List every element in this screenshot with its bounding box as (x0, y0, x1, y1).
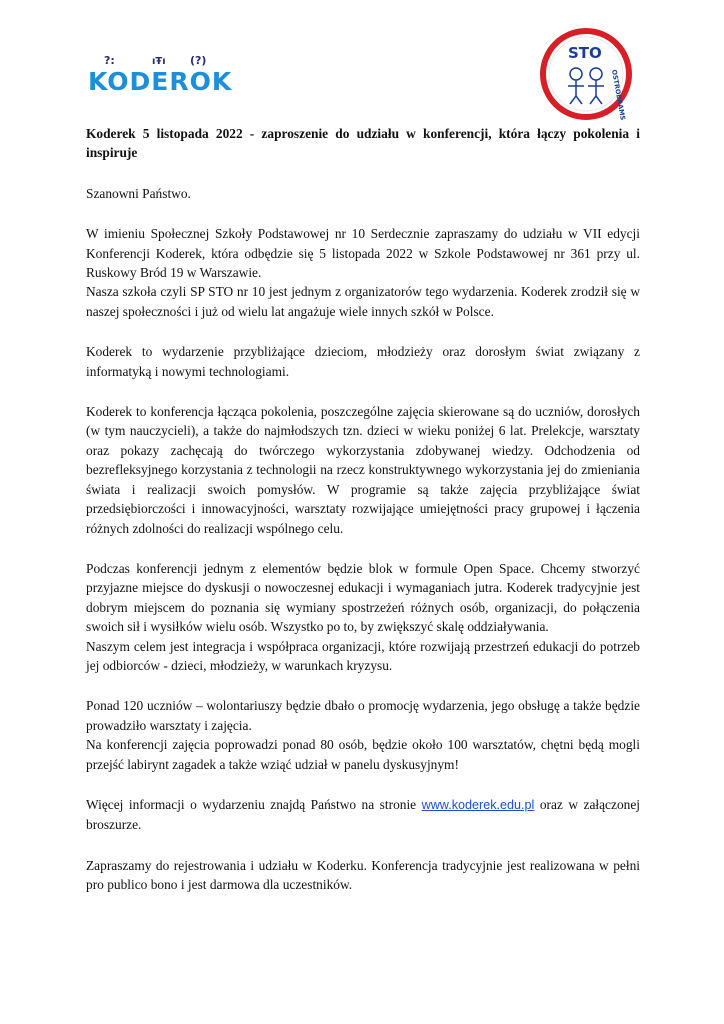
sto-ostrobramska-logo (540, 28, 632, 120)
paragraph-open-space: Podczas konferencji jednym z elementów będzie blok w formule Open Space. Chcemy stworzyć przyjazne miejsce do dyskusji o nowoczesnej edukacji i wymaganiach jutra. Koderek tradycyjnie jest dobrym miejscem do poznania się wymiany spostrzeżeń różnych osób, organizacji, do połączenia swoich sił i wysiłków wielu osób. Wszystko po to, by zwiększyć skalę oddziaływania. (86, 560, 640, 635)
logo-wordmark: KODEROK (88, 67, 232, 96)
website-link[interactable]: www.koderek.edu.pl (421, 797, 535, 812)
paragraph-program: Koderek to konferencja łącząca pokolenia, poszczególne zajęcia skierowane są do uczniów, dorosłych (w tym nauczycieli), a także do najmłodszych tzn. dzieci w wieku poniżej 6 lat. Prelekcje, warsztaty oraz pokazy zachęcają do twórczego wykorzystania zdobywanej wiedzy. Odchodzenia od bezrefleksyjnego korzystania z technologii na rzecz konstruktywnego wykorzystania jej do zmieniania świata i realizacji swoich pomysłów. W programie są także zajęcia przybliżające świat przedsiębiorczości i innowacyjności, warsztaty rozwijające umiejętności pracy grupowej i łączenia różnych zdolności do realizacji wspólnego celu. (86, 404, 640, 536)
paragraph-about: Koderek to wydarzenie przybliżające dzieciom, młodzieży oraz dorosłym świat związany z informatyką i nowymi technologiami. (86, 344, 640, 379)
more-info-text: Więcej informacji o wydarzeniu znajdą Państwo na stronie (86, 796, 422, 812)
paragraph-goal: Naszym celem jest integracja i współpraca organizacji, które rozwijają przestrzeń edukacji do potrzeb jej odbiorców - dzieci, młodzieży, w warunkach kryzysu. (86, 638, 640, 673)
paragraph-more-info (86, 795, 640, 835)
sto-text: STO (568, 44, 602, 62)
paragraph-organizer: Nasza szkoła czyli SP STO nr 10 jest jednym z organizatorów tego wydarzenia. Koderek zrodził się w naszej społeczności i już od wielu lat angażuje wiele innych szkół w Polsce. (86, 284, 640, 319)
paragraph-workshops: Na konferencji zajęcia poprowadzi ponad 80 osób, będzie około 100 warsztatów, chętni będą mogli przejść labirynt zagadek a także wziąć udział w panelu dyskusyjnym! (86, 737, 640, 772)
greeting: Szanowni Państwo. (86, 185, 191, 201)
logo-mark-1: ?: (104, 54, 115, 67)
paragraph-closing: Zapraszamy do rejestrowania i udziału w Koderku. Konferencja tradycyjnie jest realizowana w pełni pro publico bono i jest darmowa dla uczestników. (86, 857, 640, 893)
paragraph-invitation: W imieniu Społecznej Szkoły Podstawowej nr 10 Serdecznie zapraszamy do udziału w VII edycji Konferencji Koderek, która odbędzie się 5 listopada 2022 w Szkole Podstawowej nr 361 przy ul. Ruskowy Bród 19 w Warszawie. (86, 226, 640, 281)
paragraph-volunteers: Ponad 120 uczniów – wolontariuszy będzie dbało o promocję wydarzenia, jego obsługę a także będzie prowadziło warsztaty i zajęcia. (86, 698, 640, 733)
logo-mark-2: ıŦı (152, 56, 166, 67)
sto-logo-graphic (540, 28, 632, 120)
ostrobramska-text: OSTROBRAMSKA (610, 68, 629, 120)
document-title: Koderek 5 listopada 2022 - zaproszenie do udziału w konferencji, która łączy pokolenia i inspiruje (86, 126, 640, 161)
koderek-logo-graphic (82, 50, 232, 98)
letter-body (86, 124, 640, 895)
koderek-logo (82, 50, 232, 98)
more-info-text-end: oraz w załączonej broszurze. (86, 796, 640, 833)
logo-mark-3: (?) (190, 54, 207, 67)
